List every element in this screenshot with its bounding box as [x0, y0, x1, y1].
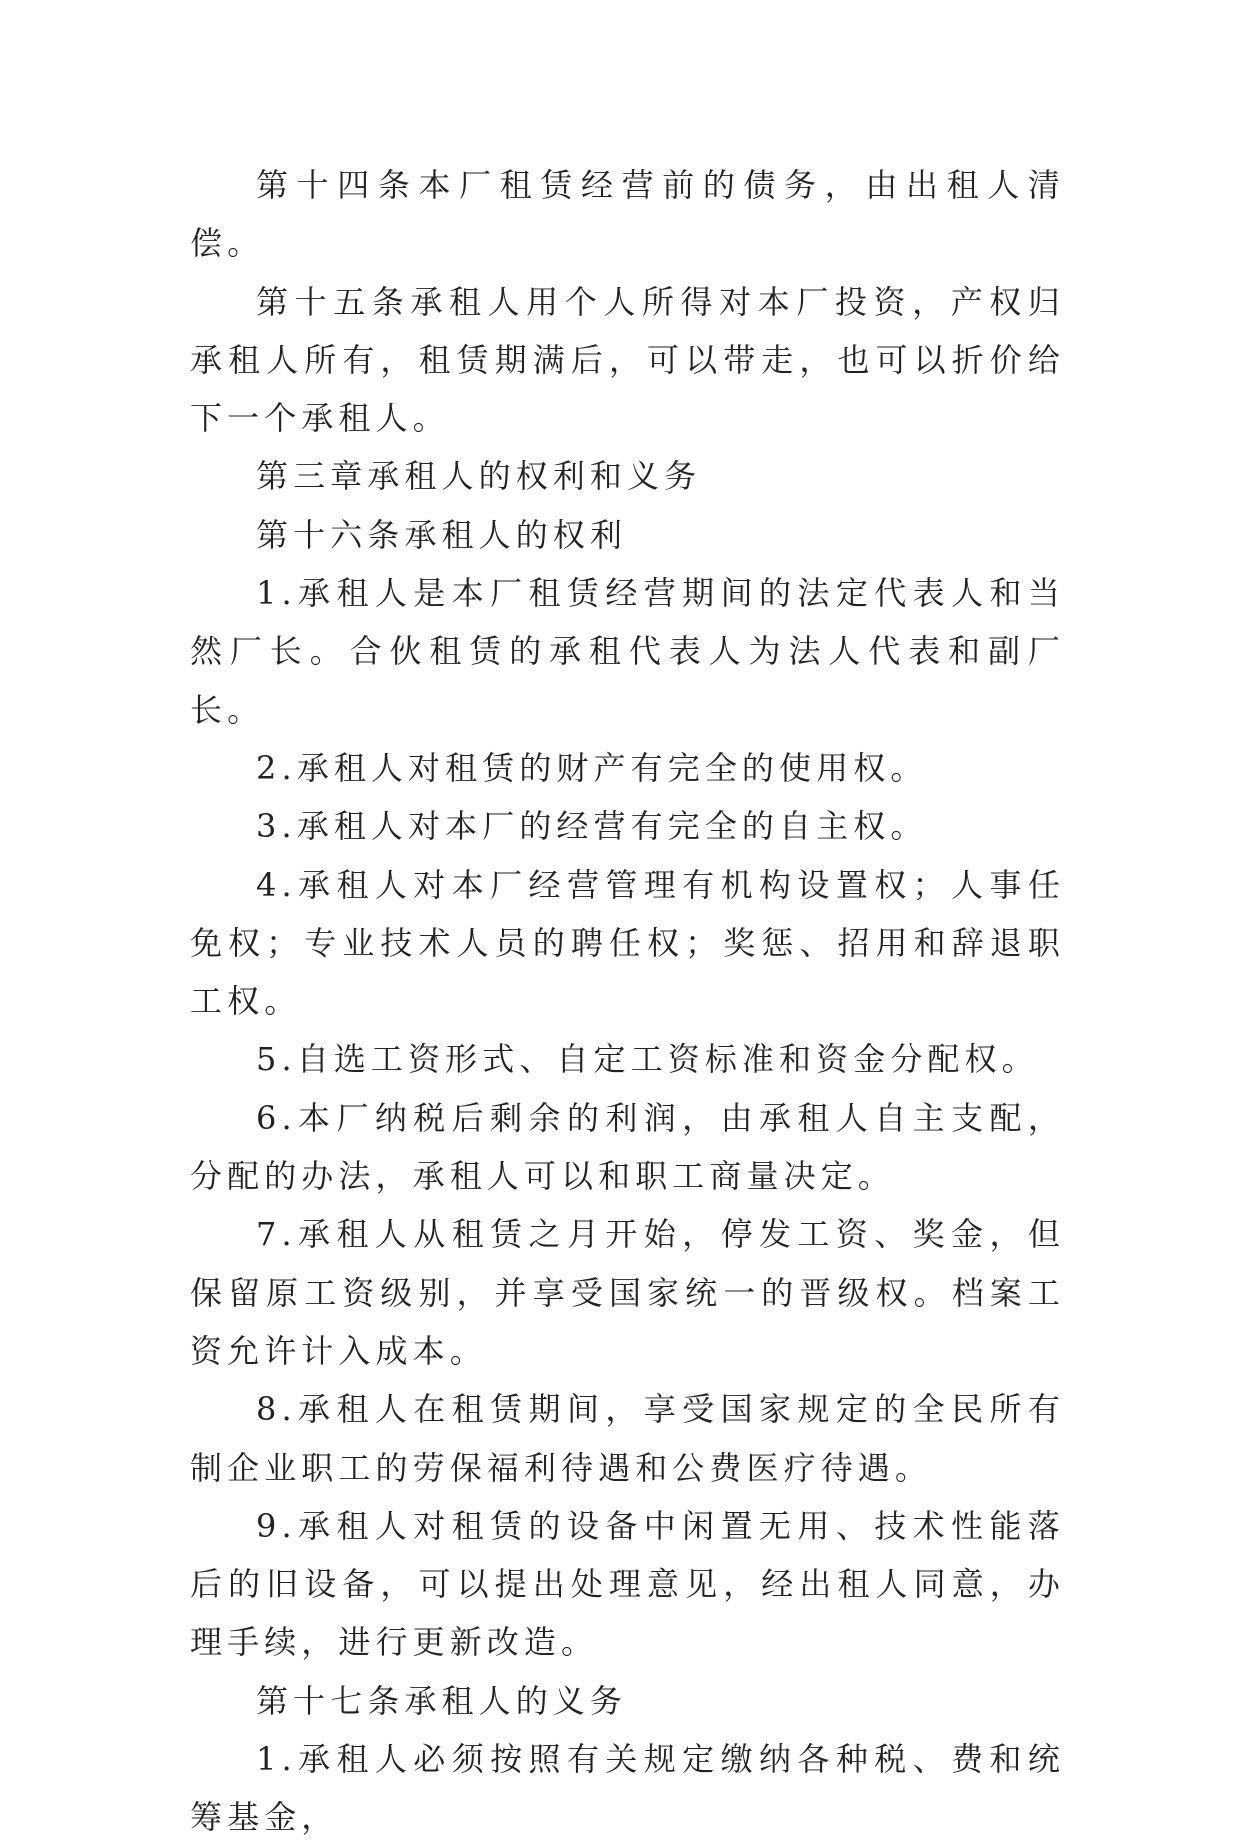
article-16-item-4: 4.承租人对本厂经营管理有机构设置权；人事任免权；专业技术人员的聘任权；奖惩、招用和辞退职工权。 — [190, 865, 1065, 1021]
article-16-item-1: 1.承租人是本厂租赁经营期间的法定代表人和当然厂长。合伙租赁的承租代表人为法人代表和副厂长。 — [190, 574, 1065, 729]
article-16-item-7: 7.承租人从租赁之月开始，停发工资、奖金，但保留原工资级别，并享受国家统一的晋级权。档案工资允许计入成本。 — [190, 1215, 1065, 1370]
document-body — [190, 156, 1065, 1847]
article-16-item-3: 3.承租人对本厂的经营有完全的自主权。 — [256, 807, 928, 846]
article-16-item-6: 6.本厂纳税后剩余的利润，由承租人自主支配，分配的办法，承租人可以和职工商量决定。 — [190, 1098, 1065, 1196]
article-16-item-5: 5.自选工资形式、自定工资标准和资金分配权。 — [256, 1040, 1039, 1079]
article-16-item-2: 2.承租人对租赁的财产有完全的使用权。 — [256, 748, 928, 787]
article-16-item-9: 9.承租人对租赁的设备中闲置无用、技术性能落后的旧设备，可以提出处理意见，经出租人同意，办理手续，进行更新改造。 — [190, 1506, 1065, 1662]
article-15-paragraph: 第十五条承租人用个人所得对本厂投资，产权归承租人所有，租赁期满后，可以带走，也可以折价给下一个承租人。 — [190, 282, 1065, 438]
article-17-heading: 第十七条承租人的义务 — [256, 1681, 628, 1720]
article-16-heading: 第十六条承租人的权利 — [256, 515, 628, 554]
article-16-item-8: 8.承租人在租赁期间，享受国家规定的全民所有制企业职工的劳保福利待遇和公费医疗待遇。 — [190, 1390, 1065, 1487]
article-17-item-1: 1.承租人必须按照有关规定缴纳各种税、费和统筹基金， — [190, 1740, 1065, 1837]
article-14-paragraph: 第十四条本厂租赁经营前的债务，由出租人清偿。 — [190, 166, 1065, 263]
chapter-3-heading: 第三章承租人的权利和义务 — [256, 457, 702, 496]
